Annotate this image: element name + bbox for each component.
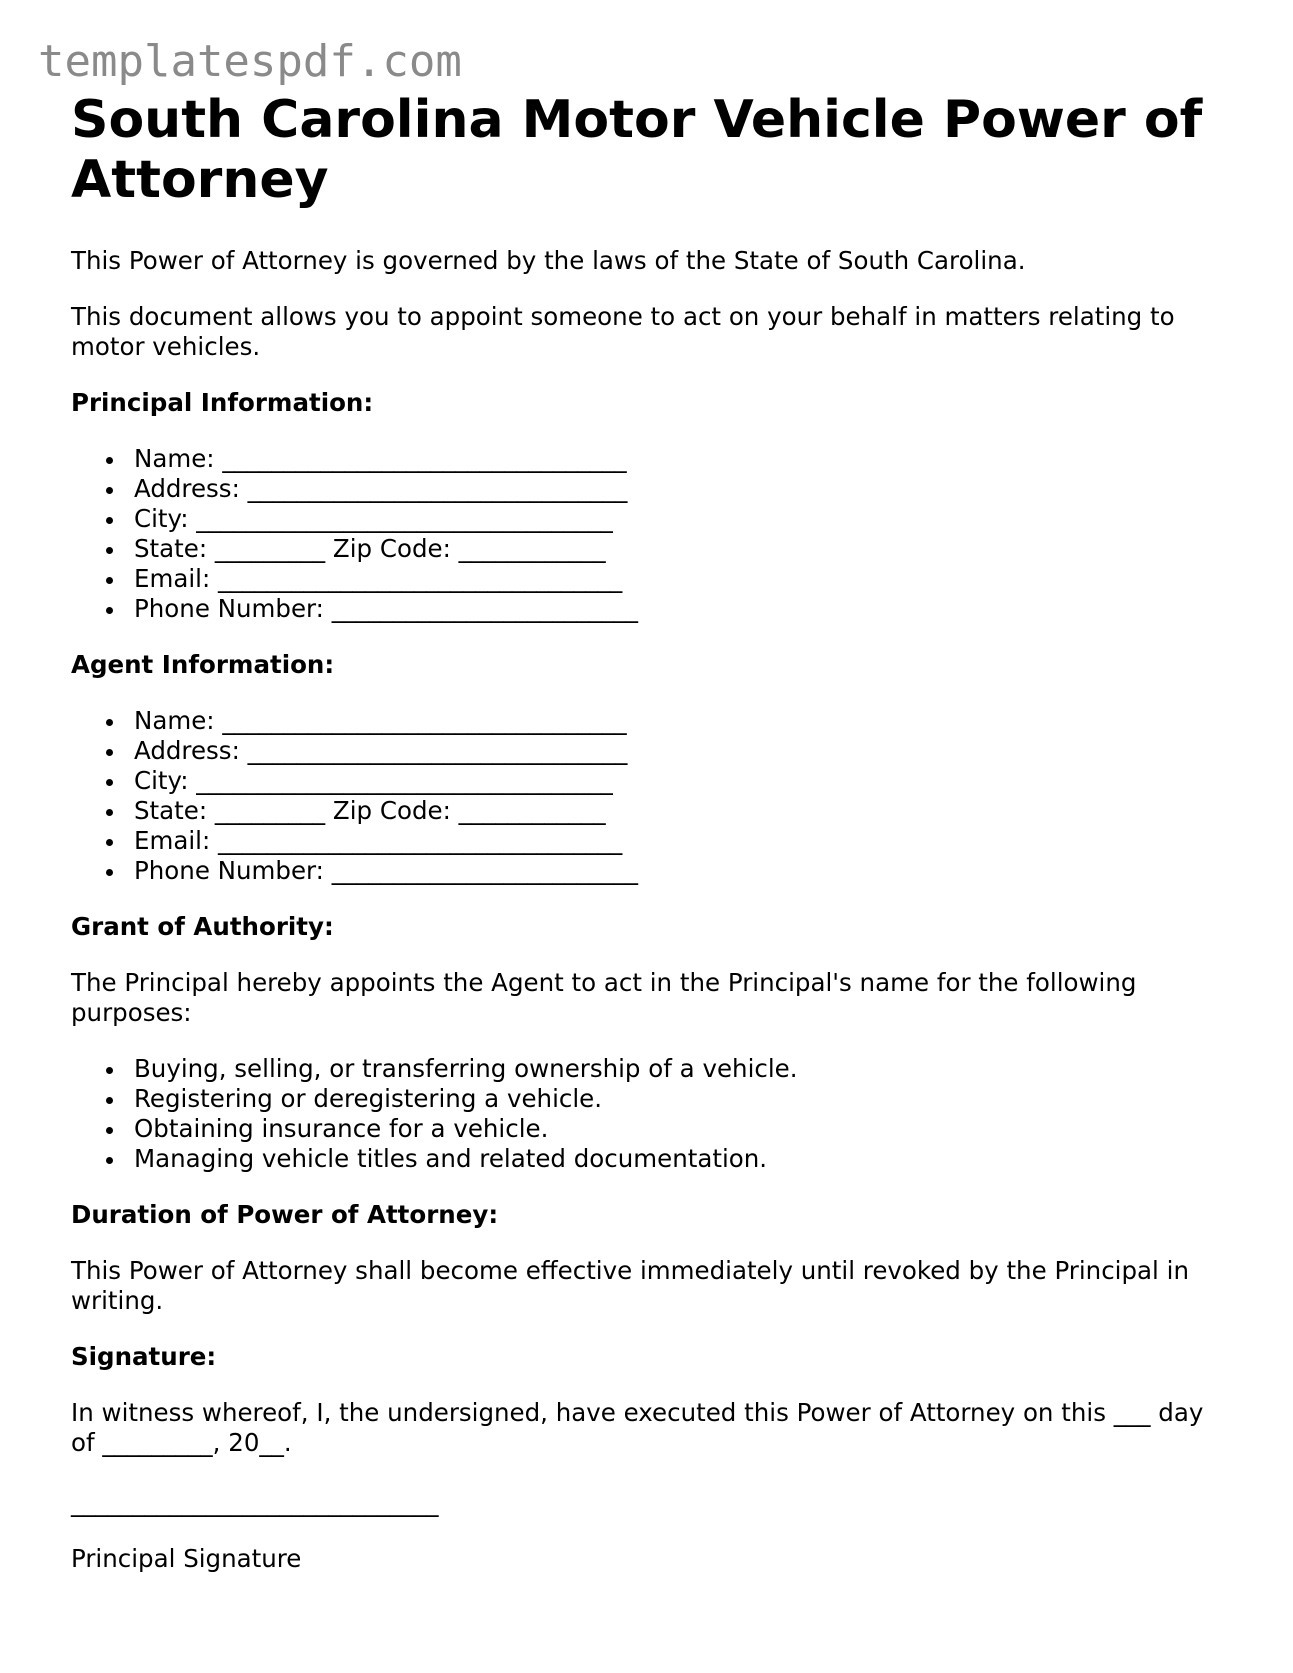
purpose-item: Buying, selling, or transferring ownership of a vehicle. — [106, 1054, 1231, 1084]
watermark-logo: templatespdf.com — [38, 36, 462, 87]
principal-city-field: City: __________________________________ — [106, 504, 1231, 534]
signature-line: ______________________________ — [71, 1488, 439, 1517]
purpose-text: This document allows you to appoint someone to act on your behalf in matters relating to motor vehicles. — [71, 302, 1175, 361]
signature-text: In witness whereof, I, the undersigned, have executed this Power of Attorney on this ___ day of _________, 20__. — [71, 1398, 1204, 1457]
document-title: South Carolina Motor Vehicle Power of Attorney — [71, 90, 1203, 210]
agent-city-field: City: __________________________________ — [106, 766, 1231, 796]
principal-email-field: Email: _________________________________ — [106, 564, 1231, 594]
signature-label: Principal Signature — [71, 1544, 302, 1573]
purpose-item: Registering or deregistering a vehicle. — [106, 1084, 1231, 1114]
document-body — [71, 90, 1231, 1600]
principal-fields-list — [71, 444, 1231, 624]
grant-heading: Grant of Authority: — [71, 912, 334, 941]
purposes-list — [71, 1054, 1231, 1174]
governing-law-text: This Power of Attorney is governed by the laws of the State of South Carolina. — [71, 246, 1026, 275]
principal-address-field: Address: _______________________________ — [106, 474, 1231, 504]
principal-heading: Principal Information: — [71, 388, 374, 417]
purpose-item: Obtaining insurance for a vehicle. — [106, 1114, 1231, 1144]
agent-name-field: Name: _________________________________ — [106, 706, 1231, 736]
agent-phone-field: Phone Number: _________________________ — [106, 856, 1231, 886]
principal-name-field: Name: _________________________________ — [106, 444, 1231, 474]
agent-address-field: Address: _______________________________ — [106, 736, 1231, 766]
agent-heading: Agent Information: — [71, 650, 335, 679]
duration-text: This Power of Attorney shall become effective immediately until revoked by the Principal in writing. — [71, 1256, 1189, 1315]
grant-text: The Principal hereby appoints the Agent to act in the Principal's name for the following purposes: — [71, 968, 1137, 1027]
duration-heading: Duration of Power of Attorney: — [71, 1200, 499, 1229]
signature-heading: Signature: — [71, 1342, 217, 1371]
purpose-item: Managing vehicle titles and related documentation. — [106, 1144, 1231, 1174]
agent-fields-list — [71, 706, 1231, 886]
agent-email-field: Email: _________________________________ — [106, 826, 1231, 856]
principal-phone-field: Phone Number: _________________________ — [106, 594, 1231, 624]
principal-state-zip-field: State: _________ Zip Code: ____________ — [106, 534, 1231, 564]
agent-state-zip-field: State: _________ Zip Code: ____________ — [106, 796, 1231, 826]
